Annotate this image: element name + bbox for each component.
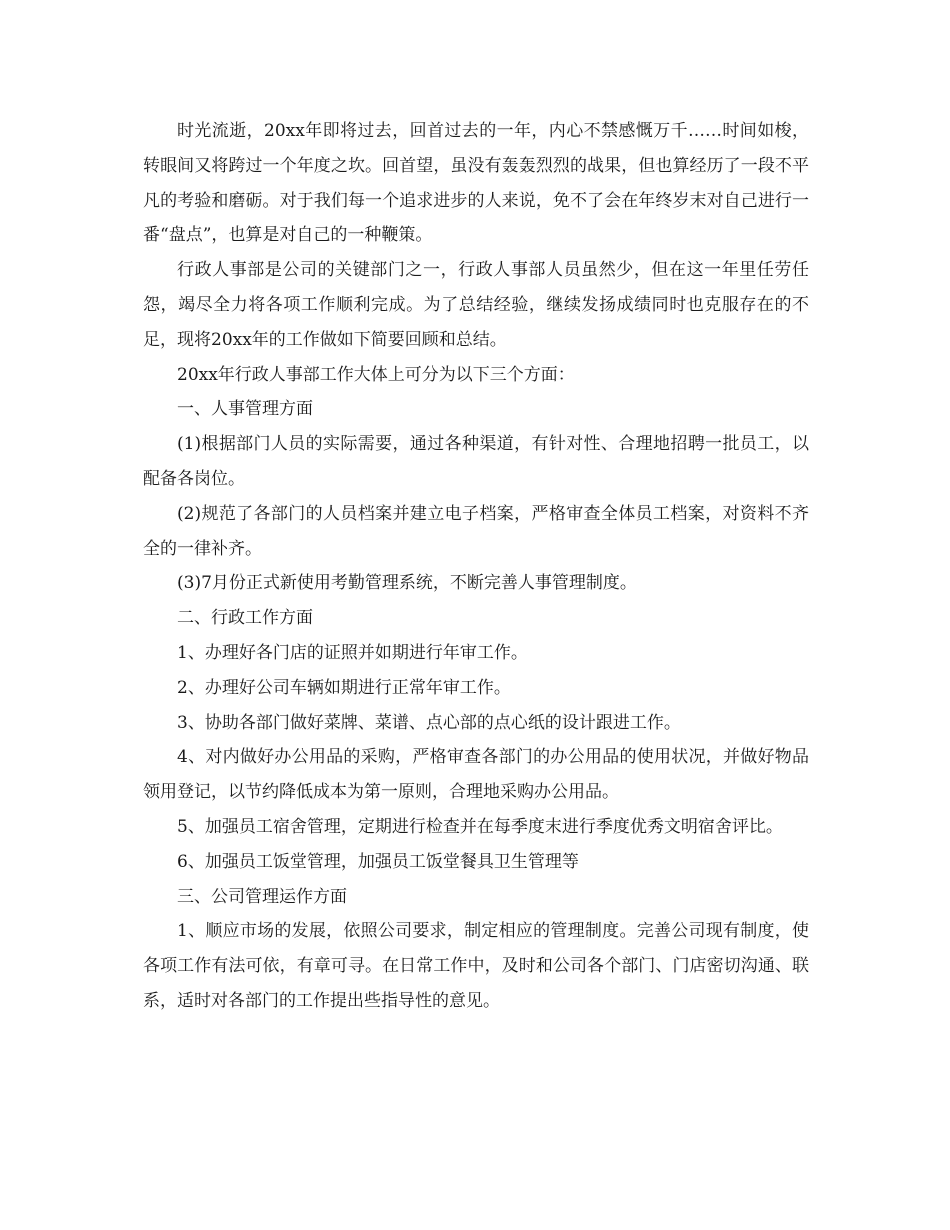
- list-item: 4、对内做好办公用品的采购，严格审查各部门的办公用品的使用状况，并做好物品领用登记，以节约降低成本为第一原则，合理地采购办公用品。: [143, 747, 809, 803]
- paragraph-intro: 时光流逝，20xx年即将过去，回首过去的一年，内心不禁感慨万千……时间如梭，转眼间又将跨过一个年度之坎。回首望，虽没有轰轰烈烈的战果，但也算经历了一段不平凡的考验和磨砺。对于我们每一个追求进步的人来说，免不了会在年终岁末对自己进行一番“盘点”，也算是对自己的一种鞭策。: [143, 121, 809, 246]
- list-item: 6、加强员工饭堂管理，加强员工饭堂餐具卫生管理等: [177, 851, 579, 872]
- list-item: (1)根据部门人员的实际需要，通过各种渠道，有针对性、合理地招聘一批员工，以配备各岗位。: [143, 434, 809, 489]
- paragraph-department-overview: 行政人事部是公司的关键部门之一，行政人事部人员虽然少，但在这一年里任劳任怨，竭尽全力将各项工作顺利完成。为了总结经验，继续发扬成绩同时也克服存在的不足，现将20xx年的工作做如下简要回顾和总结。: [143, 260, 809, 350]
- list-item: (3)7月份正式新使用考勤管理系统，不断完善人事管理制度。: [177, 573, 637, 594]
- section-heading-hr: 一、人事管理方面: [177, 399, 313, 420]
- list-item: 5、加强员工宿舍管理，定期进行检查并在每季度末进行季度优秀文明宿舍评比。: [177, 816, 783, 837]
- paragraph-summary-lead: 20xx年行政人事部工作大体上可分为以下三个方面：: [177, 364, 575, 385]
- section-heading-management: 三、公司管理运作方面: [177, 886, 347, 907]
- section-heading-admin: 二、行政工作方面: [177, 608, 313, 629]
- list-item: 1、办理好各门店的证照并如期进行年审工作。: [177, 642, 528, 663]
- list-item: (2)规范了各部门的人员档案并建立电子档案，严格审查全体员工档案，对资料不齐全的一律补齐。: [143, 503, 809, 559]
- list-item: 3、协助各部门做好菜牌、菜谱、点心部的点心纸的设计跟进工作。: [177, 712, 681, 733]
- list-item: 1、顺应市场的发展，依照公司要求，制定相应的管理制度。完善公司现有制度，使各项工作有法可依，有章可寻。在日常工作中，及时和公司各个部门、门店密切沟通、联系，适时对各部门的工作提出些指导性的意见。: [143, 921, 809, 1011]
- document-body: [143, 114, 809, 1019]
- list-item: 2、办理好公司车辆如期进行正常年审工作。: [177, 677, 511, 698]
